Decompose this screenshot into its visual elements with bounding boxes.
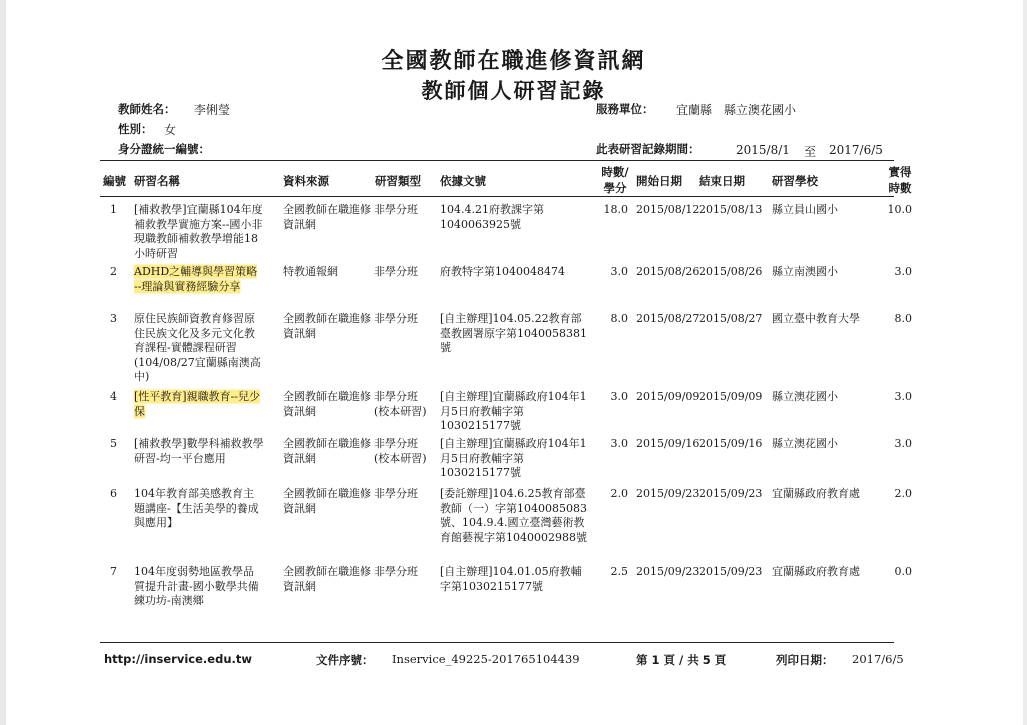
- row-start: 2015/08/12: [636, 203, 700, 216]
- row-earned: 0.0: [894, 565, 912, 578]
- row-end: 2015/09/09: [699, 390, 763, 403]
- row-end: 2015/09/23: [699, 565, 763, 578]
- row-end: 2015/08/13: [699, 203, 763, 216]
- col-header-doc: 依據文號: [440, 174, 486, 188]
- row-school: 縣立澳花國小: [772, 390, 838, 403]
- scan-left-edge: [0, 0, 6, 725]
- row-no: 5: [110, 437, 117, 450]
- period-to: 至: [804, 145, 817, 159]
- row-earned: 3.0: [894, 390, 912, 403]
- gender-label: 性別：: [118, 122, 153, 136]
- row-source: 特教通報網: [283, 265, 338, 278]
- row-name-highlighted: [134, 390, 264, 419]
- footer-serial-value: Inservice_49225-201765104439: [392, 652, 580, 666]
- row-start: 2015/09/09: [636, 390, 700, 403]
- col-header-end: 結束日期: [699, 174, 745, 188]
- row-doc: [自主辦理]宜蘭縣政府104年1月5日府教輔字第1030215177號: [440, 437, 587, 479]
- row-no: 4: [110, 390, 117, 403]
- table-top-rule: [100, 160, 894, 161]
- col-header-school: 研習學校: [772, 174, 818, 188]
- row-hours: 8.0: [610, 312, 628, 325]
- footer-rule: [100, 642, 894, 643]
- row-hours: 3.0: [610, 390, 628, 403]
- col-header-earned-1: 實得: [888, 165, 912, 179]
- row-start: 2015/09/16: [636, 437, 700, 450]
- row-hours: 2.0: [610, 487, 628, 500]
- highlighter-mark: [性平教育]親職教育--兒少保: [134, 390, 261, 418]
- row-name: 104年教育部美感教育主題講座-【生活美學的養成與應用】: [134, 487, 259, 529]
- col-header-hours-1: 時數/: [601, 165, 629, 179]
- row-no: 7: [110, 565, 117, 578]
- footer-page-info-text: 第 1 頁 / 共 5 頁: [636, 653, 727, 667]
- highlighter-mark: ADHD之輔導與學習策略 --理論與實務經驗分享: [134, 265, 258, 293]
- col-header-source: 資料來源: [283, 174, 329, 188]
- period-label: 此表研習記錄期間：: [596, 142, 700, 156]
- row-doc: 104.4.21府教課字第1040063925號: [440, 203, 544, 231]
- footer-url: [104, 652, 252, 666]
- row-type: 非學分班: [374, 565, 418, 578]
- period-end: 2017/6/5: [829, 143, 883, 157]
- row-doc: [自主辦理]104.05.22教育部臺教國署原字第1040058381號: [440, 312, 587, 354]
- footer-print-label: [776, 652, 834, 668]
- row-school: 縣立南澳國小: [772, 265, 838, 278]
- row-source: 全國教師在職進修資訊網: [283, 565, 371, 593]
- footer-print-label-text: 列印日期：: [776, 653, 834, 667]
- col-header-name: 研習名稱: [134, 174, 180, 188]
- footer-page-info: [636, 652, 726, 668]
- row-type: 非學分班: [374, 203, 418, 216]
- col-header-hours-2: 學分: [603, 181, 627, 195]
- teacher-name-label: 教師姓名：: [118, 102, 176, 116]
- row-type: 非學分班: [374, 265, 418, 278]
- row-doc: [委託辦理]104.6.25教育部臺教師（一）字第1040085083號、104.9.4.國立臺灣藝術教育館藝視字第1040002988號: [440, 487, 587, 544]
- row-school: 縣立員山國小: [772, 203, 838, 216]
- row-start: 2015/09/23: [636, 487, 700, 500]
- row-type: 非學分班 (校本研習): [374, 390, 427, 418]
- row-name: [補救教學]宜蘭縣104年度補救教學實施方案--國小非現職教師補救教學增能18小時研習: [134, 203, 263, 260]
- row-name: 104年度弱勢地區教學品質提升計畫-國小數學共備練功坊-南澳鄉: [134, 565, 259, 607]
- col-header-no: 編號: [103, 174, 126, 188]
- row-doc: [自主辦理]宜蘭縣政府104年1月5日府教輔字第1030215177號: [440, 390, 587, 432]
- footer-url-text: http://inservice.edu.tw: [104, 652, 252, 666]
- row-type: 非學分班 (校本研習): [374, 437, 427, 465]
- row-school: 國立臺中教育大學: [772, 312, 860, 325]
- row-earned: 10.0: [887, 203, 912, 216]
- row-earned: 2.0: [894, 487, 912, 500]
- teacher-name-value: 李俐瑩: [194, 103, 231, 117]
- row-source: 全國教師在職進修資訊網: [283, 437, 371, 465]
- row-hours: 18.0: [603, 203, 628, 216]
- footer-serial-label: [316, 652, 374, 668]
- row-start: 2015/09/23: [636, 565, 700, 578]
- col-header-earned-2: 時數: [888, 181, 912, 195]
- row-no: 2: [110, 265, 117, 278]
- row-earned: 3.0: [894, 437, 912, 450]
- row-source: 全國教師在職進修資訊網: [283, 203, 371, 231]
- row-doc: 府教特字第1040048474: [440, 265, 565, 278]
- row-end: 2015/09/23: [699, 487, 763, 500]
- row-type: 非學分班: [374, 312, 418, 325]
- row-earned: 3.0: [894, 265, 912, 278]
- footer-serial-label-text: 文件序號：: [316, 653, 374, 667]
- footer-print-date: 2017/6/5: [852, 652, 904, 666]
- document-subtitle: 教師個人研習記錄: [421, 78, 606, 103]
- row-name-highlighted: [134, 265, 258, 294]
- row-hours: 3.0: [610, 437, 628, 450]
- row-hours: 3.0: [610, 265, 628, 278]
- row-end: 2015/08/26: [699, 265, 763, 278]
- document-title: 全國教師在職進修資訊網: [381, 48, 646, 74]
- row-school: 宜蘭縣政府教育處: [772, 565, 860, 578]
- row-school: 宜蘭縣政府教育處: [772, 487, 860, 500]
- row-no: 1: [110, 203, 117, 216]
- col-header-type: 研習類型: [375, 174, 421, 188]
- row-end: 2015/08/27: [699, 312, 763, 325]
- period-start: 2015/8/1: [736, 143, 790, 157]
- id-number-label: 身分證統一編號：: [118, 142, 210, 156]
- gender-value: 女: [164, 123, 177, 137]
- row-type: 非學分班: [374, 487, 418, 500]
- row-name: [補救教學]數學科補救教學研習-均一平台應用: [134, 437, 264, 465]
- row-source: 全國教師在職進修資訊網: [283, 487, 371, 515]
- service-unit-label: 服務單位：: [596, 102, 654, 116]
- table-header-rule: [100, 196, 894, 197]
- row-no: 3: [110, 312, 117, 325]
- row-source: 全國教師在職進修資訊網: [283, 312, 371, 340]
- row-start: 2015/08/27: [636, 312, 700, 325]
- scan-right-edge: [1023, 0, 1027, 725]
- row-school: 縣立澳花國小: [772, 437, 838, 450]
- col-header-start: 開始日期: [636, 174, 682, 188]
- row-source: 全國教師在職進修資訊網: [283, 390, 371, 418]
- service-unit-value: 宜蘭縣 縣立澳花國小: [676, 103, 797, 117]
- row-hours: 2.5: [610, 565, 628, 578]
- row-earned: 8.0: [894, 312, 912, 325]
- row-name: 原住民族師資教育修習原住民族文化及多元文化教育課程-實體課程研習(104/08/27宜蘭縣南澳高中): [134, 312, 261, 383]
- row-start: 2015/08/26: [636, 265, 700, 278]
- row-end: 2015/09/16: [699, 437, 763, 450]
- row-doc: [自主辦理]104.01.05府教輔字第1030215177號: [440, 565, 582, 593]
- row-no: 6: [110, 487, 117, 500]
